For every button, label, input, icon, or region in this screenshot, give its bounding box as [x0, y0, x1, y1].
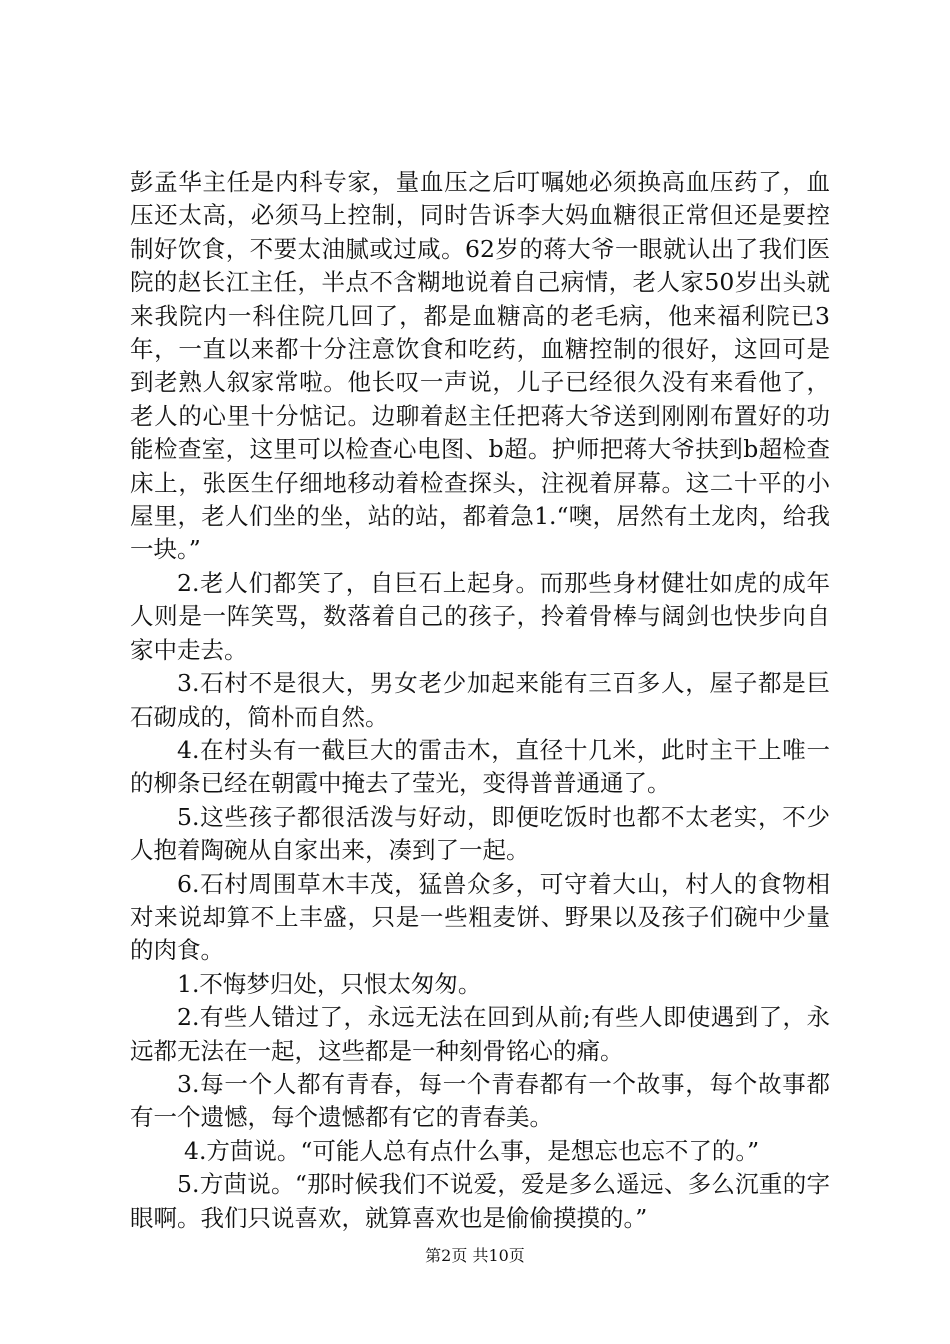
paragraph-9: 3.每一个人都有青春，每一个青春都有一个故事，每个故事都有一个遗憾，每个遗憾都有它的青春美。: [130, 1069, 830, 1132]
page-number-footer: 第2页 共10页: [425, 1246, 525, 1265]
paragraph-3: 3.石村不是很大，男女老少加起来能有三百多人，屋子都是巨石砌成的，简朴而自然。: [130, 669, 830, 731]
paragraph-4: 4.在村头有一截巨大的雷击木，直径十几米，此时主干上唯一的柳条已经在朝霞中掩去了莹光，变得普普通通了。: [130, 735, 830, 798]
paragraph-5: 5.这些孩子都很活泼与好动，即便吃饭时也都不太老实，不少人抱着陶碗从自家出来，凑到了一起。: [130, 802, 830, 865]
paragraph-10: 4.方茴说。“可能人总有点什么事，是想忘也忘不了的。”: [184, 1136, 760, 1165]
document-body: [130, 166, 830, 1235]
paragraph-11: 5.方茴说。“那时候我们不说爱，爱是多么遥远、多么沉重的字眼啊。我们只说喜欢，就算喜欢也是偷偷摸摸的。”: [130, 1170, 830, 1232]
paragraph-6: 6.石村周围草木丰茂，猛兽众多，可守着大山，村人的食物相对来说却算不上丰盛，只是一些粗麦饼、野果以及孩子们碗中少量的肉食。: [130, 869, 830, 965]
paragraph-2: 2.老人们都笑了，自巨石上起身。而那些身材健壮如虎的成年人则是一阵笑骂，数落着自己的孩子，拎着骨棒与阔剑也快步向自家中走去。: [130, 568, 830, 664]
paragraph-7: 1.不悔梦归处，只恨太匆匆。: [177, 969, 482, 998]
paragraph-8: 2.有些人错过了，永远无法在回到从前;有些人即使遇到了，永远都无法在一起，这些都是一种刻骨铭心的痛。: [130, 1003, 830, 1065]
paragraph-1: 彭孟华主任是内科专家，量血压之后叮嘱她必须换高血压药了，血压还太高，必须马上控制，同时告诉李大妈血糖很正常但还是要控制好饮食，不要太油腻或过咸。62岁的蒋大爷一眼就认出了我们医院的赵长江主任，半点不含糊地说着自己病情，老人家50岁出头就来我院内一科住院几回了，都是血糖高的老毛病，他来福利院已3年，一直以来都十分注意饮食和吃药，血糖控制的很好，这回可是到老熟人叙家常啦。他长叹一声说，儿子已经很久没有来看他了，老人的心里十分惦记。边聊着赵主任把蒋大爷送到刚刚布置好的功能检查室，这里可以检查心电图、b超。护师把蒋大爷扶到b超检查床上，张医生仔细地移动着检查探头，注视着屏幕。这二十平的小屋里，老人们坐的坐，站的站，都着急1.“噢，居然有土龙肉，给我一块。”: [130, 168, 830, 564]
